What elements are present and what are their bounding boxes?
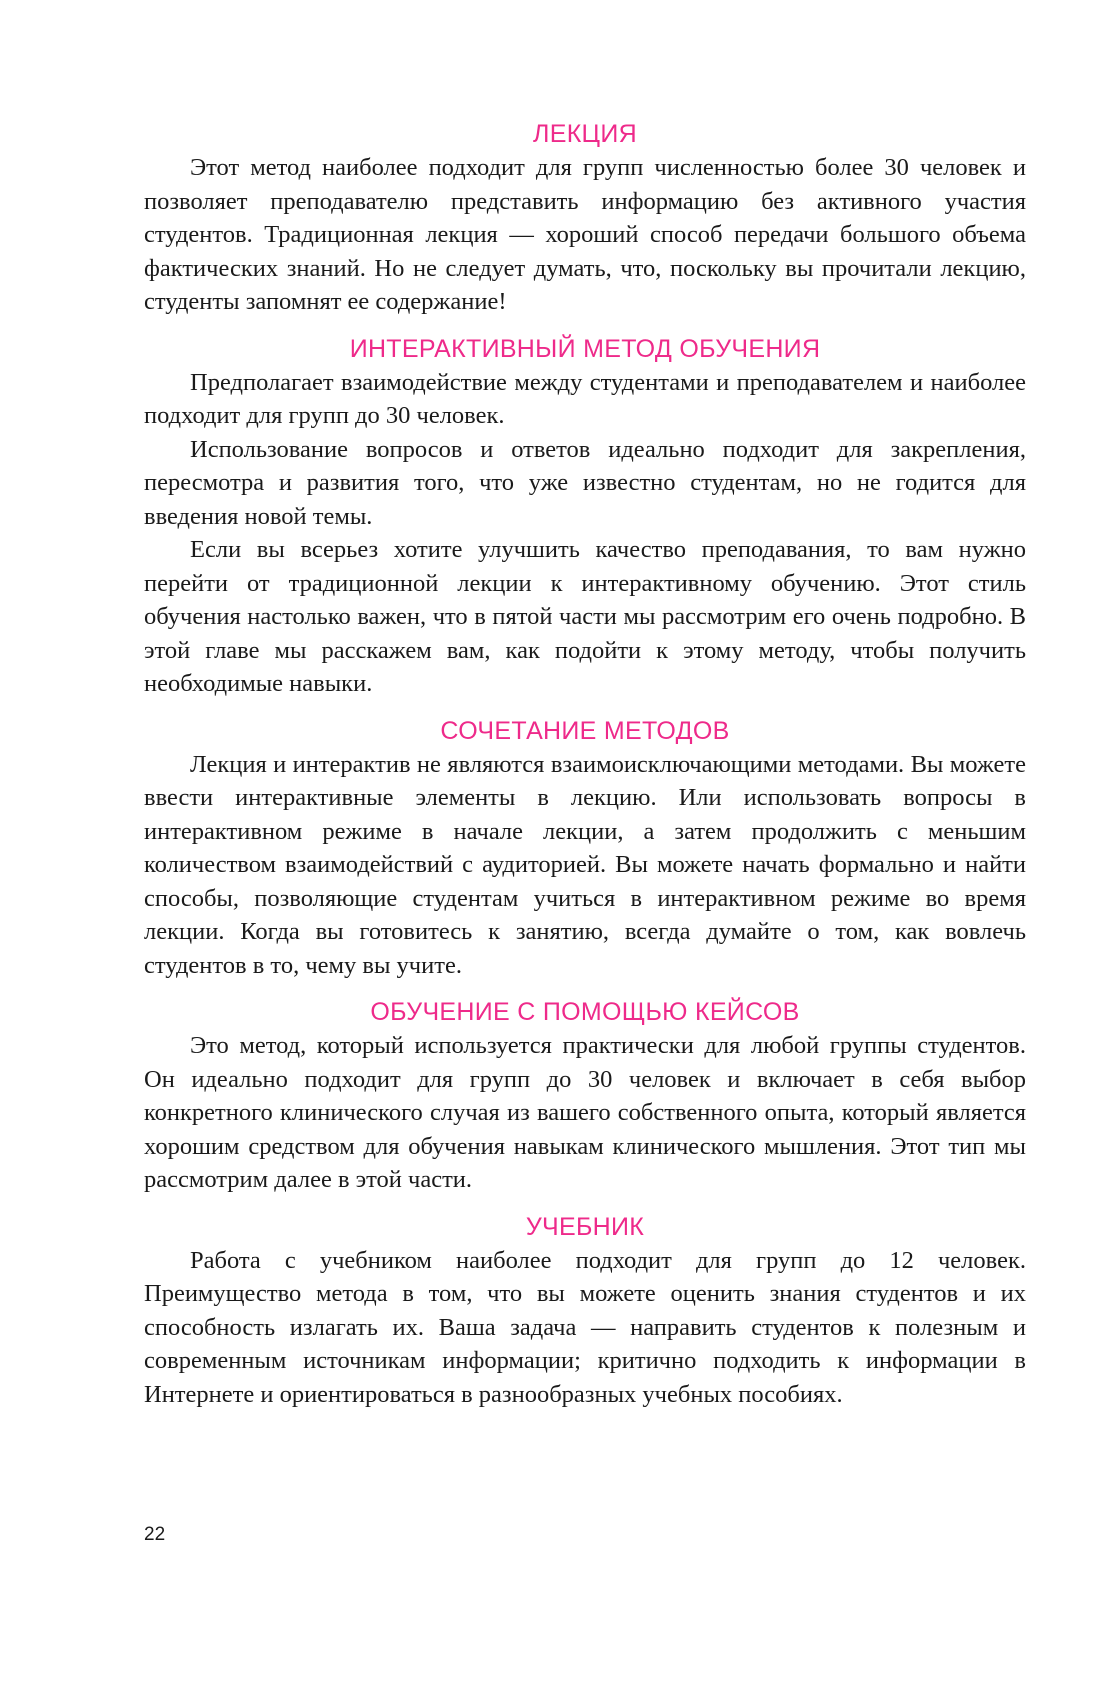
section-paragraph: Этот метод наиболее подходит для групп численностью более 30 человек и позволяет преподавателю представить информацию без активного участия студентов. Традиционная лекция — хороший способ передачи большого объема фактических знаний. Но не следует думать, что, поскольку вы прочитали лекцию, студенты запомнят ее содержание!: [144, 154, 1026, 315]
section-heading-combined-methods: СОЧЕТАНИЕ МЕТОДОВ: [440, 716, 730, 745]
section-paragraph: Работа с учебником наиболее подходит для групп до 12 человек. Преимущество метода в том, что вы можете оценить знания студентов и их способность излагать их. Ваша задача — направить студентов к полезным и современным источникам информации; критично подходить к информации в Интернете и ориентироваться в разнообразных учебных пособиях.: [144, 1246, 1026, 1408]
section-heading-case-learning: ОБУЧЕНИЕ С ПОМОЩЬЮ КЕЙСОВ: [370, 998, 800, 1026]
section-paragraph: Лекция и интерактив не являются взаимоисключающими методами. Вы можете ввести интерактивные элементы в лекцию. Или использовать вопросы в интерактивном режиме в начале лекции, а затем продолжить с меньшим количеством взаимодействий с аудиторией. Вы можете начать формально и найти способы, позволяющие студентам учиться в интерактивном режиме во время лекции. Когда вы готовитесь к занятию, всегда думайте о том, как вовлечь студентов в то, чему вы учите.: [144, 750, 1026, 979]
section-combined-methods: [144, 715, 1026, 983]
section-heading-interactive-method: ИНТЕРАКТИВНЫЙ МЕТОД ОБУЧЕНИЯ: [349, 334, 821, 363]
section-interactive-method: [144, 333, 1026, 701]
section-paragraph: Это метод, который используется практически для любой группы студентов. Он идеально подходит для групп до 30 человек и включает в себя выбор конкретного клинического случая из вашего собственного опыта, который является хорошим средством для обучения навыкам клинического мышления. Этот тип мы рассмотрим далее в этой части.: [144, 1032, 1026, 1193]
section-paragraph: Использование вопросов и ответов идеально подходит для закрепления, пересмотра и развития того, что уже известно студентам, но не годится для введения новой темы.: [144, 435, 1026, 530]
section-paragraph: Предполагает взаимодействие между студентами и преподавателем и наиболее подходит для групп до 30 человек.: [144, 368, 1026, 429]
section-textbook: [144, 1211, 1026, 1412]
page-number: 22: [144, 1524, 166, 1545]
section-lecture: [144, 118, 1026, 319]
page-content: [144, 118, 1026, 1411]
section-case-learning: [144, 996, 1026, 1197]
section-paragraph: Если вы всерьез хотите улучшить качество преподавания, то вам нужно перейти от традиционной лекции к интерактивному обучению. Этот стиль обучения настолько важен, что в пятой части мы рассмотрим его очень подробно. В этой главе мы расскажем вам, как подойти к этому методу, чтобы получить необходимые навыки.: [144, 536, 1026, 697]
section-heading-lecture: ЛЕКЦИЯ: [533, 120, 637, 148]
section-heading-textbook: УЧЕБНИК: [525, 1212, 645, 1241]
